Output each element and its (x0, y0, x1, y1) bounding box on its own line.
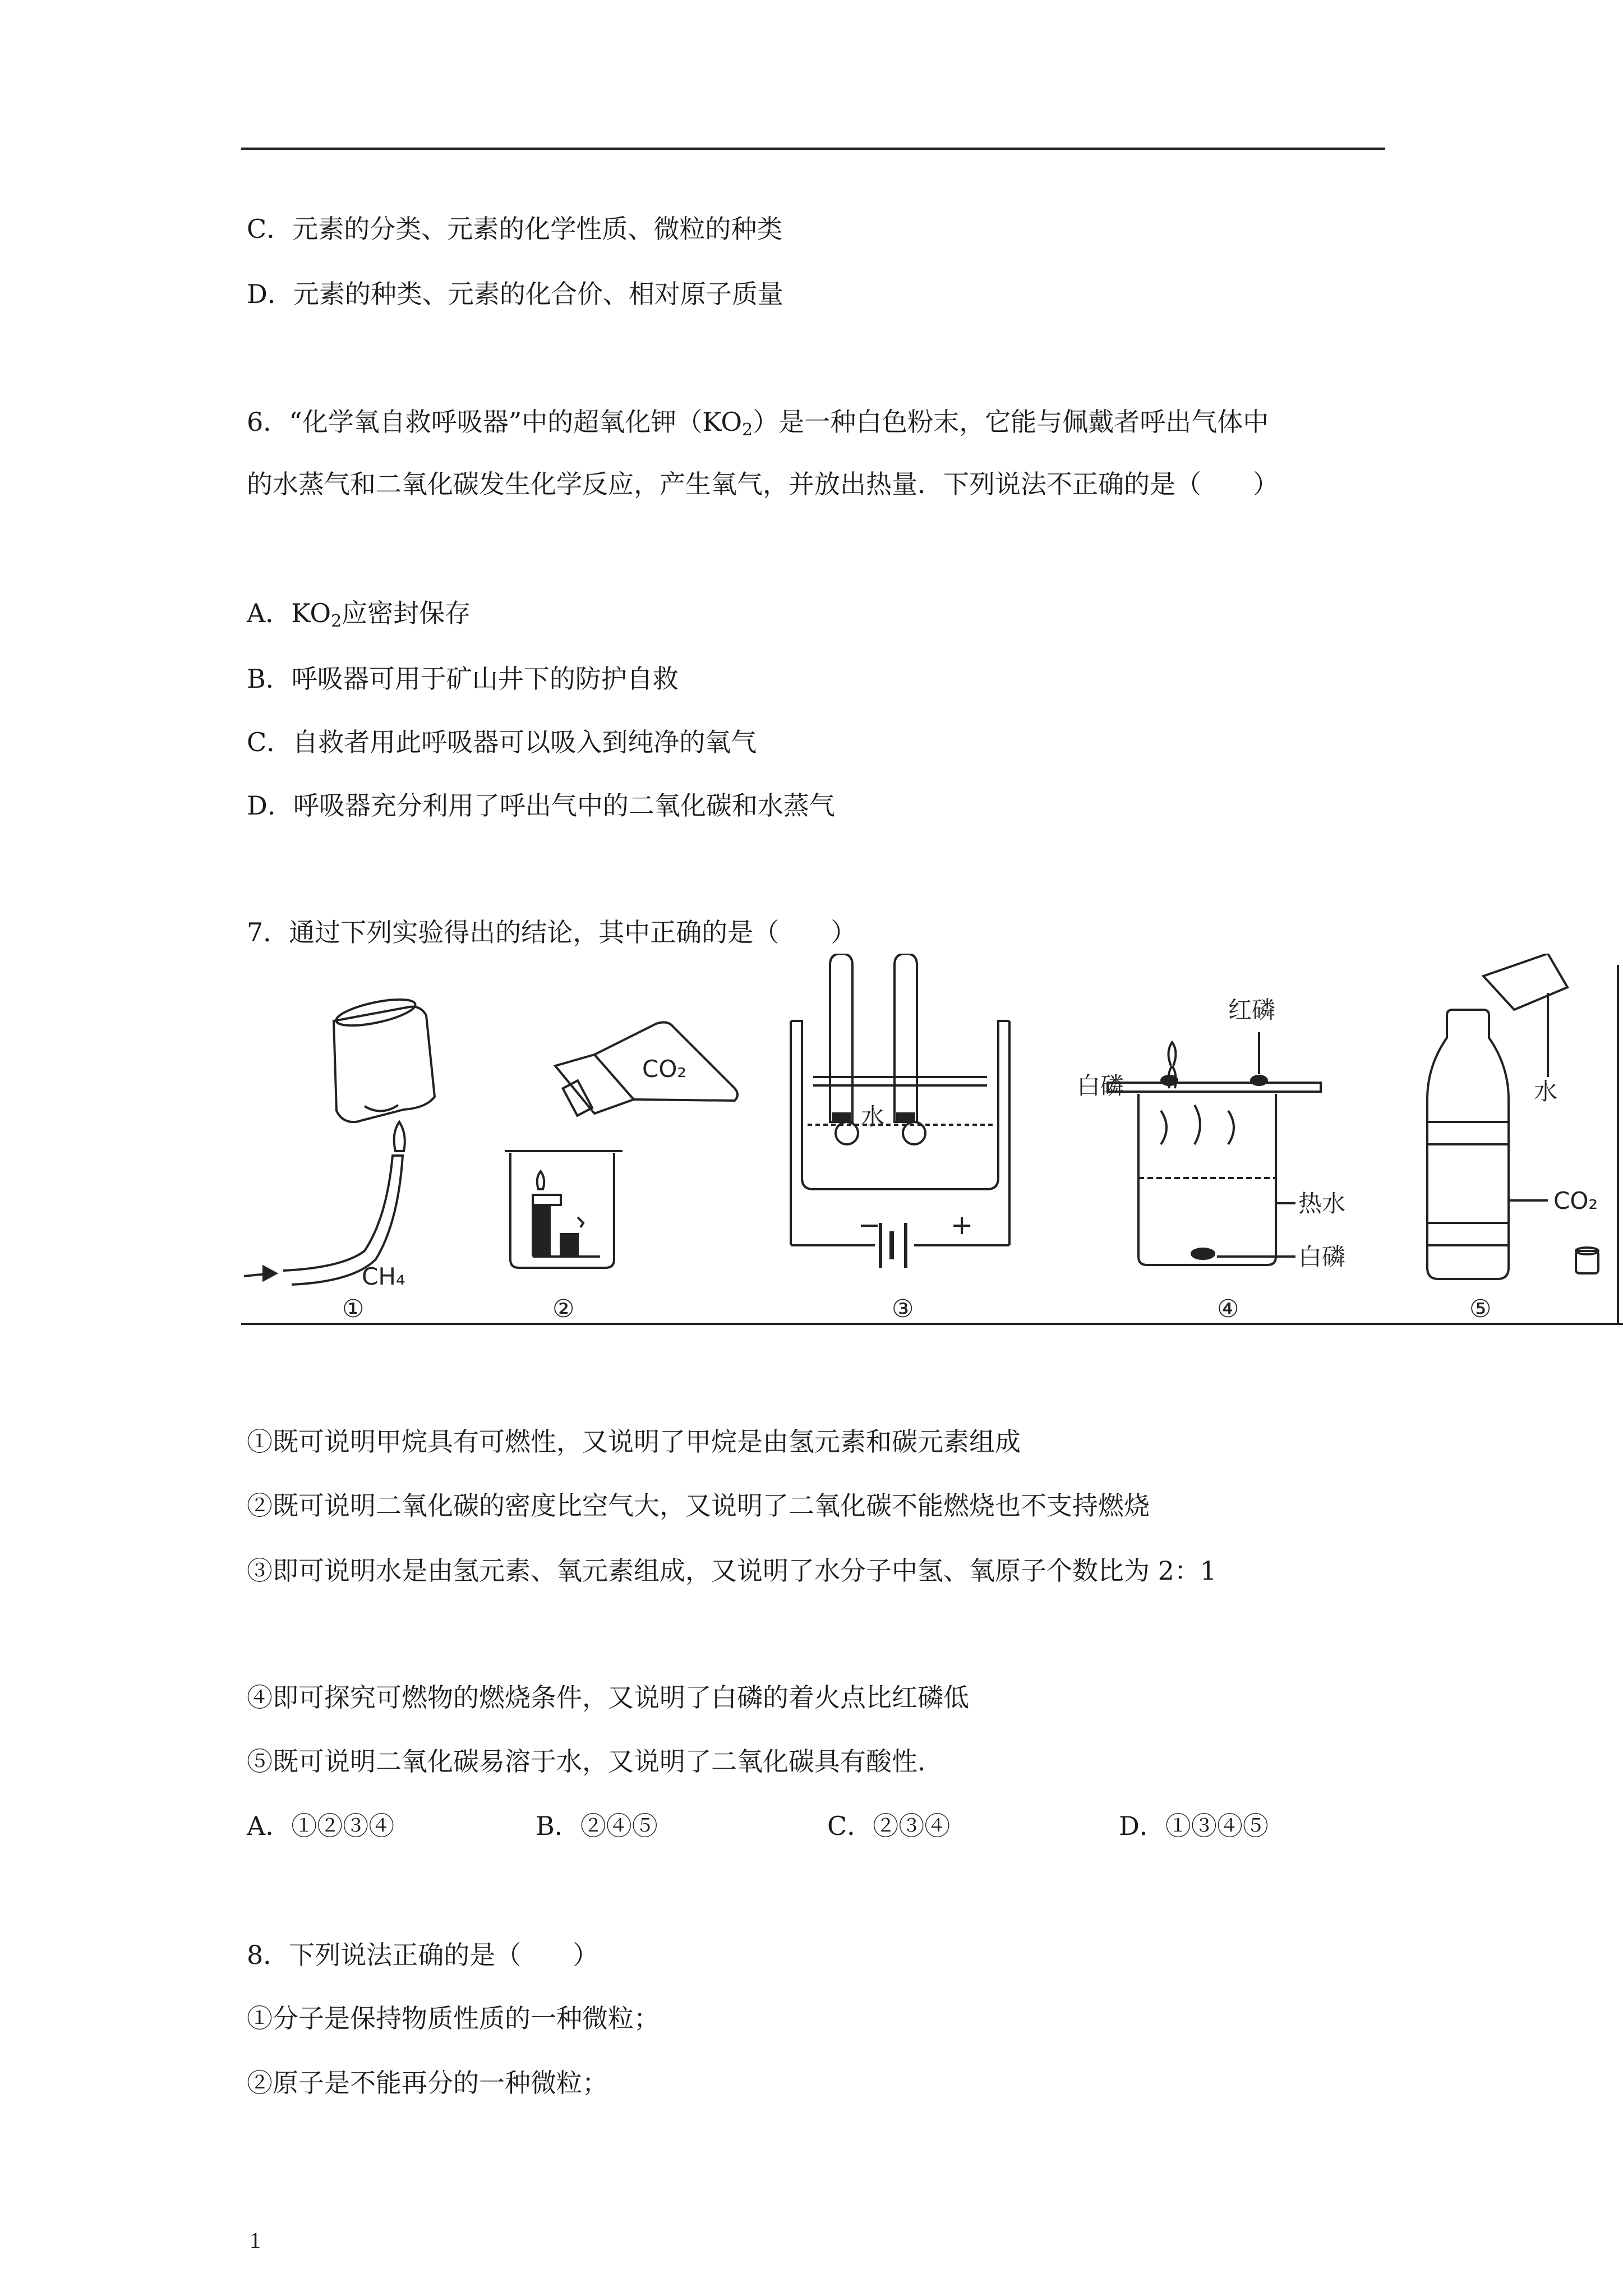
q6-option-a-subscript: 2 (331, 611, 342, 631)
label-plus: + (951, 1209, 974, 1241)
experiment-3-electrolysis-icon (791, 954, 1009, 1268)
q6-option-a-pre: A．KO (247, 598, 331, 628)
q7-option-c: C．②③④ (827, 1811, 951, 1841)
q7-statement-3: ③即可说明水是由氢元素、氧元素组成，又说明了水分子中氢、氧原子个数比为 2：1 (247, 1556, 1217, 1586)
q6-option-c: C．自救者用此呼吸器可以吸入到纯净的氧气 (247, 727, 757, 757)
q5-option-c: C．元素的分类、元素的化学性质、微粒的种类 (247, 214, 783, 244)
label-number-1: ① (342, 1295, 365, 1323)
q7-experiment-figure (241, 954, 1623, 1335)
q7-statement-4: ④即可探究可燃物的燃烧条件，又说明了白磷的着火点比红磷低 (247, 1682, 969, 1713)
experiment-4-combustion-icon (1108, 1032, 1321, 1265)
q6-option-b: B．呼吸器可用于矿山井下的防护自救 (247, 664, 679, 694)
q6-option-a (247, 596, 471, 638)
q8-item-1: ①分子是保持物质性质的一种微粒； (247, 2003, 660, 2033)
label-white-phosphorus-top: 白磷 (1077, 1072, 1124, 1099)
label-water-electrolysis: 水 (861, 1103, 885, 1130)
q7-statement-2: ②既可说明二氧化碳的密度比空气大，又说明了二氧化碳不能燃烧也不支持燃烧 (247, 1490, 1150, 1521)
q7-stem: 7．通过下列实验得出的结论，其中正确的是（ ） (247, 917, 857, 947)
q5-option-d: D．元素的种类、元素的化合价、相对原子质量 (247, 279, 783, 309)
experiment-1-methane-icon (244, 994, 435, 1285)
label-number-3: ③ (892, 1295, 914, 1323)
label-number-2: ② (552, 1295, 575, 1323)
q6-stem-subscript: 2 (742, 420, 753, 440)
label-ch4: CH₄ (362, 1263, 405, 1290)
header-rule (241, 148, 1385, 150)
q7-statement-5: ⑤既可说明二氧化碳易溶于水，又说明了二氧化碳具有酸性． (247, 1746, 943, 1777)
q6-stem-line1 (247, 405, 1269, 447)
q8-stem: 8．下列说法正确的是（ ） (247, 1940, 599, 1970)
label-minus: − (858, 1209, 881, 1241)
experiment-2-co2-candles-icon (505, 1022, 737, 1268)
experiment-5-co2-bottle-icon (1427, 954, 1598, 1279)
label-co2-bottle: CO₂ (642, 1055, 687, 1083)
q7-option-b: B．②④⑤ (536, 1811, 658, 1841)
q6-stem-text-b: ）是一种白色粉末，它能与佩戴者呼出气体中 (753, 407, 1269, 437)
label-number-4: ④ (1217, 1295, 1239, 1323)
label-number-5: ⑤ (1469, 1295, 1492, 1323)
label-water-pour: 水 (1534, 1078, 1558, 1105)
page-number: 1 (250, 2228, 261, 2253)
q7-statement-1: ①既可说明甲烷具有可燃性，又说明了甲烷是由氢元素和碳元素组成 (247, 1427, 1021, 1457)
label-co2-side: CO₂ (1553, 1187, 1598, 1214)
q7-option-a: A．①②③④ (247, 1811, 395, 1841)
q6-option-d: D．呼吸器充分利用了呼出气中的二氧化碳和水蒸气 (247, 790, 835, 821)
label-red-phosphorus: 红磷 (1228, 996, 1276, 1024)
label-hot-water: 热水 (1298, 1190, 1346, 1217)
q7-option-d: D．①③④⑤ (1119, 1811, 1269, 1841)
q6-stem-line2: 的水蒸气和二氧化碳发生化学反应，产生氧气，并放出热量．下列说法不正确的是（ ） (247, 469, 1279, 499)
label-white-phosphorus-bottom: 白磷 (1298, 1243, 1346, 1271)
q8-item-2: ②原子是不能再分的一种微粒； (247, 2068, 608, 2098)
q6-option-a-post: 应密封保存 (342, 598, 471, 628)
q6-stem-text-a: 6．“化学氧自救呼吸器”中的超氧化钾（KO (247, 407, 743, 437)
